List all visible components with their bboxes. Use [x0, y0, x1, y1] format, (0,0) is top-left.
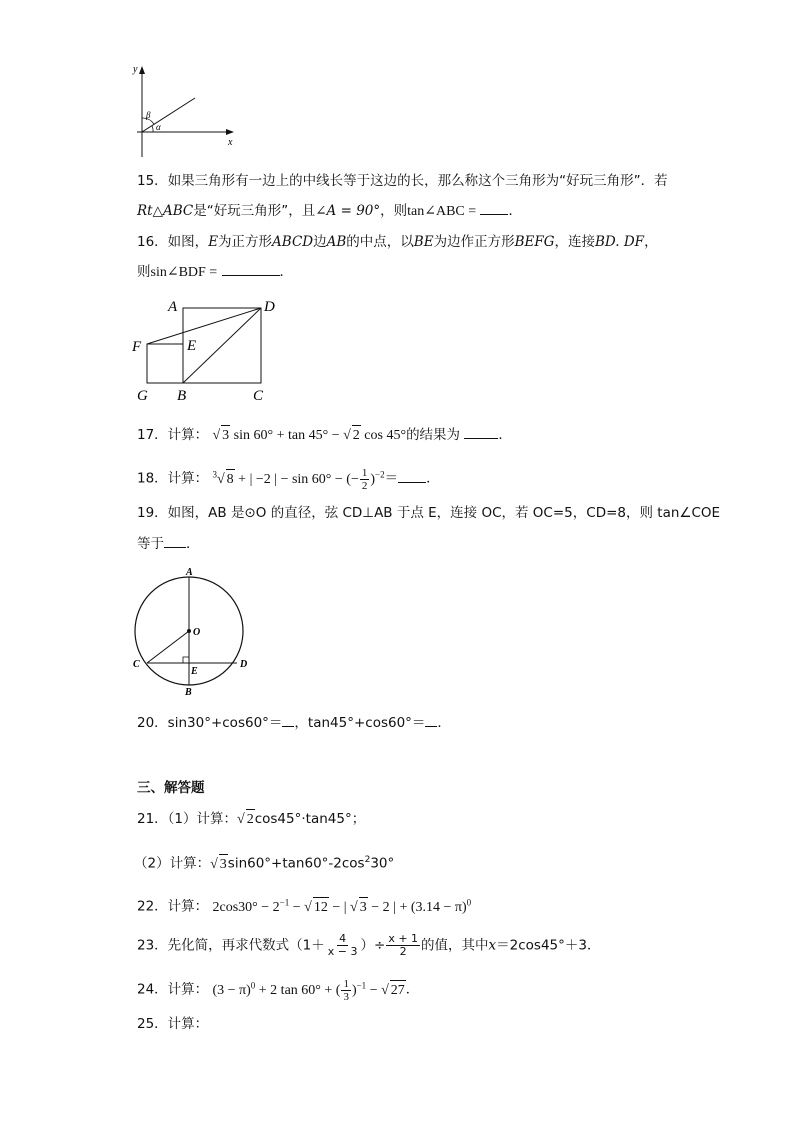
fraction: $\frac{4}{x - 3}$: [327, 932, 358, 958]
answer-blank: [464, 426, 498, 439]
label-G: G: [137, 388, 148, 404]
question-21-part1: 21．（1）计算：√ 2cos45°·tan45°；: [137, 809, 365, 830]
question-19-line2: 等于 ．: [137, 536, 200, 552]
question-18: 18．计算： $^3$√ 8 + | −2 | − sin 60° − (− $\frac{1}{2}$ )$^{-2}$＝ ．: [137, 466, 440, 492]
answer-blank: [425, 714, 437, 727]
axes-angle-figure: [125, 62, 240, 162]
label-B: B: [177, 388, 187, 404]
circle-figure: [126, 562, 256, 700]
alpha-label: α: [156, 122, 161, 132]
label-O: O: [193, 627, 201, 638]
question-16-line2: 则sin∠BDF = ．: [137, 264, 293, 280]
question-20: 20．sin30°+cos60°＝ ，tan45°+cos60°＝ ．: [137, 715, 451, 731]
question-25: 25．计算：: [137, 1016, 209, 1032]
question-15-line1: 15．如果三角形有一边上的中线长等于这边的长，那么称这个三角形为“好玩三角形”．若: [137, 173, 668, 189]
question-22: 22．计算： $2\cos 30^\circ - 2^{-1}$ − √ 12 − | √ 3 − 2 | + $(3.14 - \pi)^0$: [137, 892, 471, 918]
label-F: F: [132, 339, 142, 355]
fraction: $\frac{1}{3}$: [343, 977, 349, 1003]
label-B: B: [185, 687, 192, 698]
axis-y-label: y: [133, 64, 138, 75]
question-24: 24．计算： $(3 - \pi)^0 + 2$ tan 60° + ( $\frac{1}{3}$ )$^{-1}$ − √ 27．: [137, 977, 420, 1003]
section-heading: 三、解答题: [137, 780, 205, 796]
fraction: $\frac{x + 1}{2}$: [388, 932, 419, 958]
question-23: 23．先化简，再求代数式（1＋ $\frac{4}{x - 3}$ ）÷ $\frac{x + 1}{2}$ 的值，其中x＝2cos45°＋3．: [137, 932, 601, 958]
answer-blank: [282, 714, 294, 727]
label-E: E: [191, 666, 198, 677]
label-C: C: [253, 388, 264, 404]
label-D: D: [240, 659, 248, 670]
question-15-line2: Rt△ABC是“好玩三角形”，且∠A = 90°，则tan∠ABC = ．: [137, 203, 522, 219]
axis-x-label: x: [228, 137, 233, 148]
label-C: C: [133, 659, 140, 670]
square-figure: [128, 296, 288, 408]
question-21-part2: （2）计算：√ $3\sin 60^\circ+\tan 60^\circ-2\cos^230^\circ$: [134, 850, 394, 875]
label-A: A: [168, 299, 178, 315]
question-17: 17．计算： √ 3 sin 60° + tan 45° − √ 2 cos 45°的结果为 ．: [137, 425, 512, 446]
label-E: E: [187, 338, 197, 354]
answer-blank: [480, 202, 508, 215]
question-16-line1: 16．如图，E为正方形ABCD边AB的中点，以BE为边作正方形BEFG，连接BD. DF，: [137, 234, 658, 250]
label-A: A: [186, 567, 193, 578]
question-19-line1: 19．如图，AB 是⊙O 的直径，弦 CD⊥AB 于点 E，连接 OC，若 OC=5，CD=8，则 tan∠COE: [137, 505, 721, 521]
fraction: $\frac{1}{2}$: [361, 466, 368, 492]
label-D: D: [264, 299, 275, 315]
beta-label: β: [146, 110, 151, 120]
answer-blank: [222, 263, 280, 276]
answer-blank: [398, 470, 426, 483]
answer-blank: [164, 535, 186, 548]
